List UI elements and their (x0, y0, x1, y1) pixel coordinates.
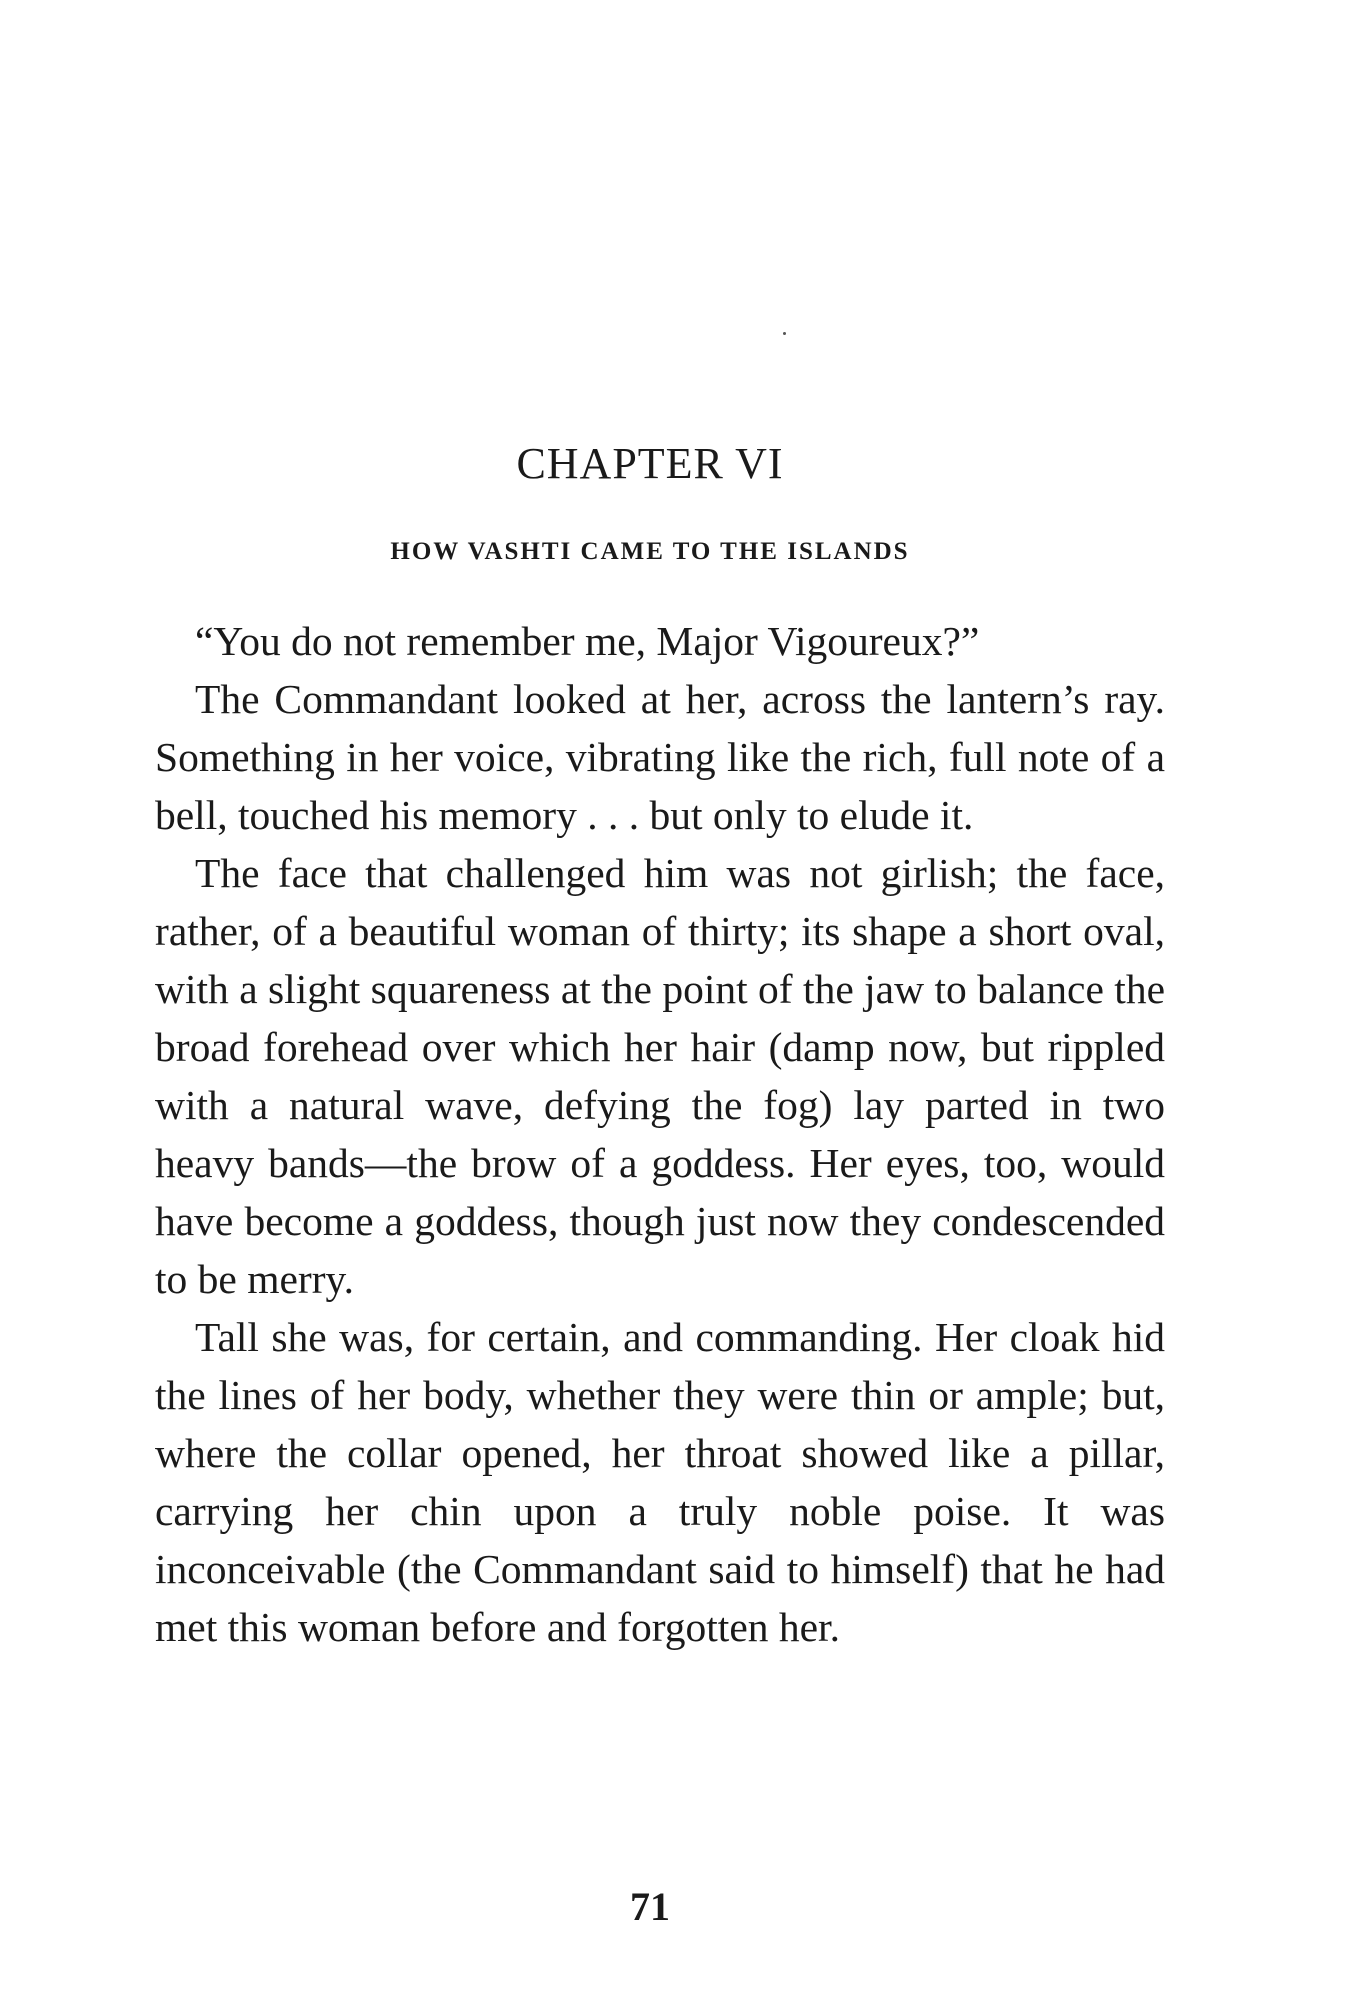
paragraph: “You do not remember me, Major Vigoureux?” (195, 618, 980, 664)
body-text (155, 612, 1165, 1656)
paragraph: The face that challenged him was not girlish; the face, rather, of a beautiful woman of thirty; its shape a short oval, with a slight squareness at the point of the jaw to balance the broad forehead over which her hair (damp now, but rippled with a natural wave, defying the fog) lay parted in two heavy bands—the brow of a goddess. Her eyes, too, would have become a goddess, though just now they condescended to be merry. (155, 850, 1165, 1302)
page-number: 71 (630, 1884, 670, 1929)
chapter-title: CHAPTER VI (516, 439, 784, 488)
paragraph: Tall she was, for certain, and commanding. Her cloak hid the lines of her body, whether they were thin or ample; but, where the collar opened, her throat showed like a pillar, carrying her chin upon a truly noble poise. It was inconceivable (the Commandant said to himself) that he had met this woman before and forgotten her. (155, 1314, 1165, 1650)
print-speck (783, 332, 786, 335)
paragraph: The Commandant looked at her, across the lantern’s ray. Something in her voice, vibrating like the rich, full note of a bell, touched his memory . . . but only to elude it. (155, 676, 1165, 838)
chapter-subtitle: HOW VASHTI CAME TO THE ISLANDS (390, 538, 910, 565)
